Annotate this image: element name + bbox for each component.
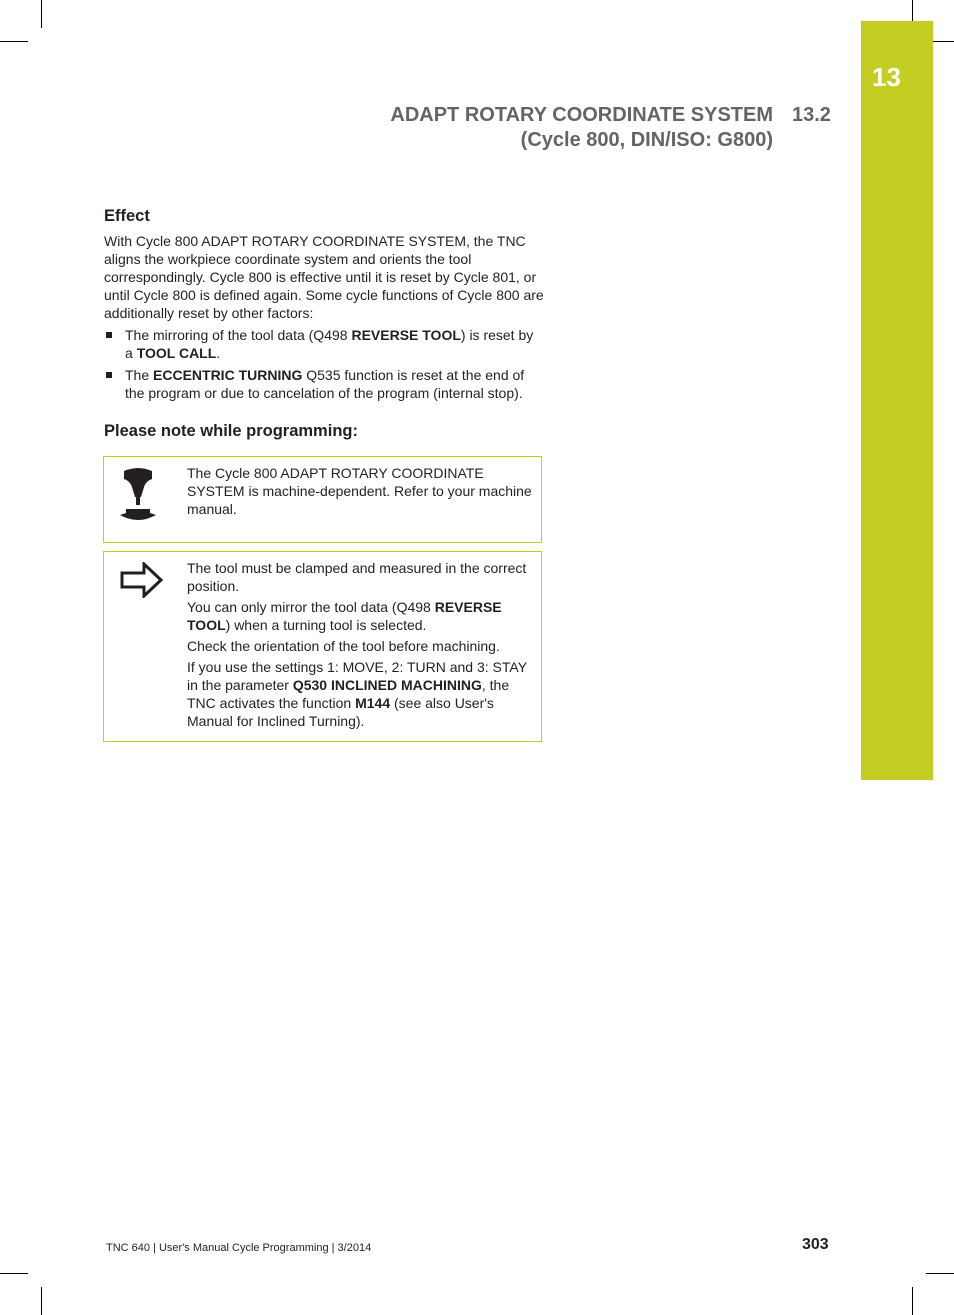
crop-mark <box>933 41 954 42</box>
crop-mark <box>912 0 913 21</box>
crop-mark <box>0 1273 28 1274</box>
header-section-number: 13.2 <box>792 104 831 126</box>
arrow-right-icon <box>120 562 164 598</box>
effect-body <box>104 232 544 402</box>
bullet-item: The ECCENTRIC TURNING Q535 function is reset at the end of the program or due to cancelation of the program (internal stop). <box>104 366 544 402</box>
note-heading: Please note while programming: <box>104 422 358 440</box>
effect-heading: Effect <box>104 207 150 225</box>
crop-mark <box>41 1287 42 1315</box>
bullet-item: The mirroring of the tool data (Q498 REVERSE TOOL) is reset by a TOOL CALL. <box>104 326 544 362</box>
note-box-machine-dependent <box>103 456 542 543</box>
footer-text: TNC 640 | User's Manual Cycle Programming | 3/2014 <box>106 1242 372 1254</box>
crop-mark <box>41 0 42 28</box>
note-text: The tool must be clamped and measured in the correct position. You can only mirror the tool data (Q498 REVERSE TOOL) when a turning tool is selected. Check the orientation of the tool before machining. If you use the settings 1: MOVE, 2: TURN and 3: STAY in the parameter Q530 INCLINED MACHINING, the TNC activates the function M144 (see also User's Manual for Inclined Turning). <box>187 560 527 729</box>
effect-paragraph: With Cycle 800 ADAPT ROTARY COORDINATE SYSTEM, the TNC aligns the workpiece coordinate system and orients the tool correspondingly. Cycle 800 is effective until it is reset by Cycle 801, or until Cycle 800 is defined again. Some cycle functions of Cycle 800 are additionally reset by other factors: <box>104 233 544 321</box>
machine-dependent-icon <box>118 467 158 523</box>
crop-mark <box>912 1287 913 1315</box>
note-box-info <box>103 551 542 742</box>
page-number: 303 <box>802 1236 829 1253</box>
crop-mark <box>0 41 28 42</box>
header-title-line2: (Cycle 800, DIN/ISO: G800) <box>520 129 773 151</box>
crop-mark <box>926 1273 954 1274</box>
chapter-tab <box>861 21 933 780</box>
header-title-line1: ADAPT ROTARY COORDINATE SYSTEM <box>390 104 773 126</box>
chapter-number: 13 <box>872 62 901 92</box>
note-text: The Cycle 800 ADAPT ROTARY COORDINATE SYSTEM is machine-dependent. Refer to your machine manual. <box>187 465 532 517</box>
